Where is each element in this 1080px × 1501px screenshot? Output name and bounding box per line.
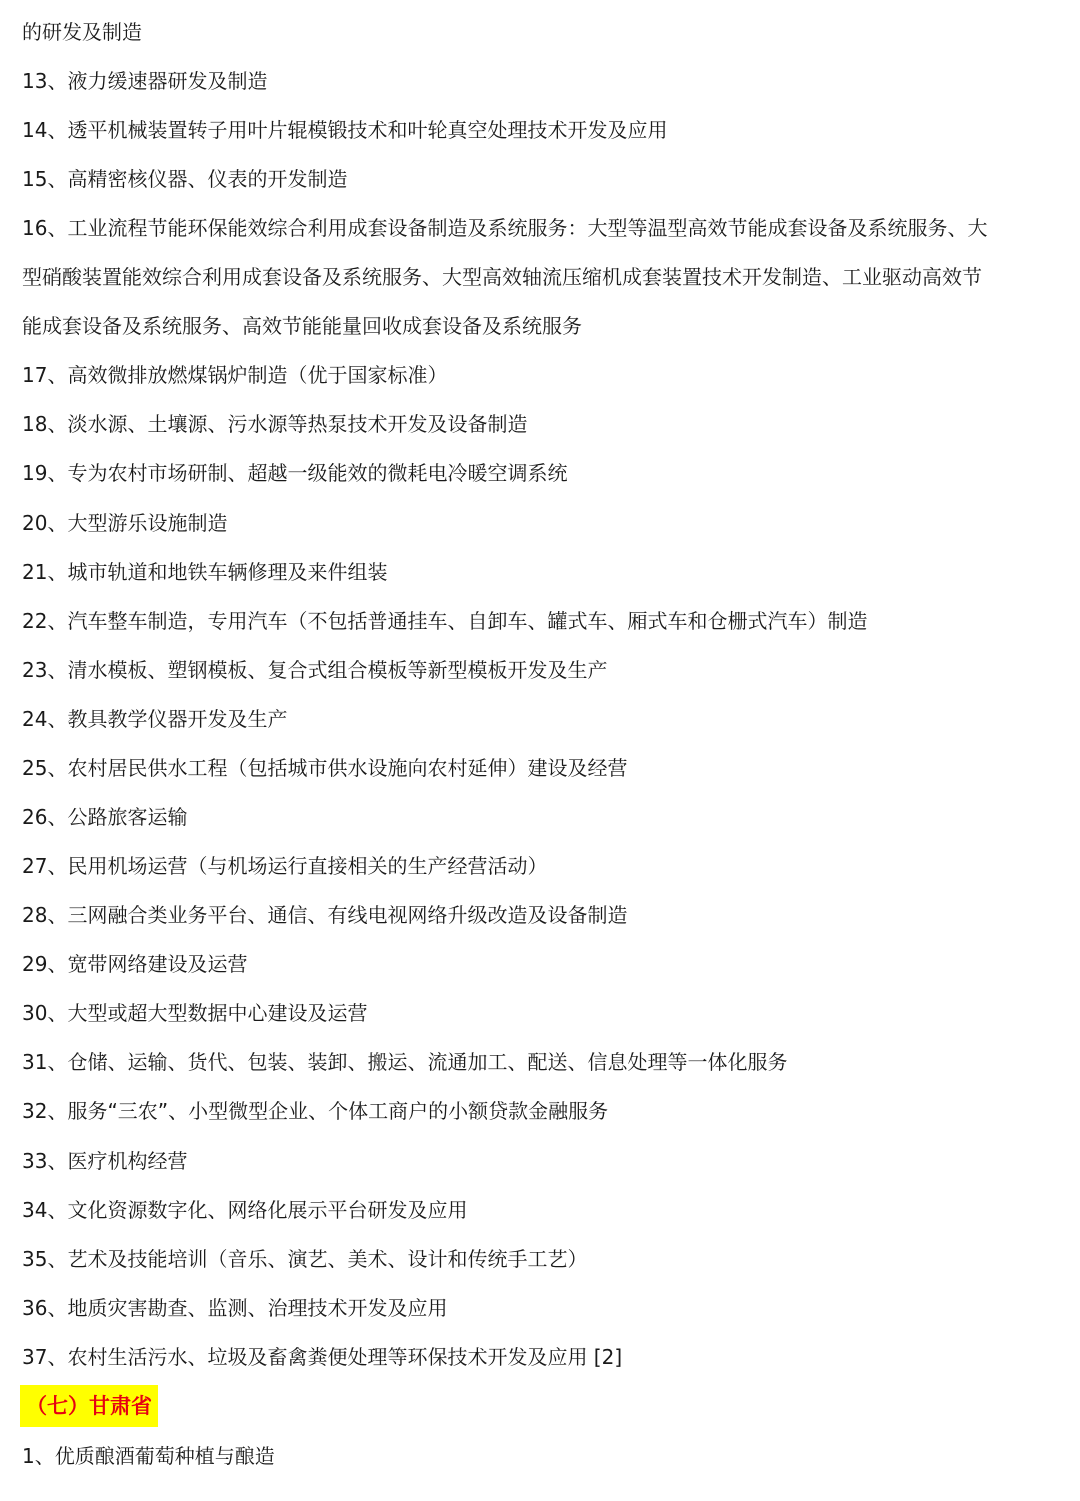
- list-item: 14、透平机械装置转子用叶片辊模锻技术和叶轮真空处理技术开发及应用: [22, 118, 668, 142]
- list-item: 37、农村生活污水、垃圾及畜禽粪便处理等环保技术开发及应用 [2]: [22, 1345, 623, 1369]
- list-item: 36、地质灾害勘查、监测、治理技术开发及应用: [22, 1296, 448, 1320]
- list-item: 34、文化资源数字化、网络化展示平台研发及应用: [22, 1198, 468, 1222]
- list-item: 17、高效微排放燃煤锅炉制造（优于国家标准）: [22, 363, 448, 387]
- list-item: 18、淡水源、土壤源、污水源等热泵技术开发及设备制造: [22, 412, 528, 436]
- list-item: 21、城市轨道和地铁车辆修理及来件组装: [22, 560, 388, 584]
- list-item: 25、农村居民供水工程（包括城市供水设施向农村延伸）建设及经营: [22, 756, 628, 780]
- list-item: 22、汽车整车制造，专用汽车（不包括普通挂车、自卸车、罐式车、厢式车和仓栅式汽车）制造: [22, 609, 868, 633]
- list-item: 1、优质酿酒葡萄种植与酿造: [22, 1444, 275, 1468]
- list-item: 24、教具教学仪器开发及生产: [22, 707, 288, 731]
- list-item: 23、清水模板、塑钢模板、复合式组合模板等新型模板开发及生产: [22, 658, 608, 682]
- list-item: 20、大型游乐设施制造: [22, 511, 228, 535]
- list-item: 35、艺术及技能培训（音乐、演艺、美术、设计和传统手工艺）: [22, 1247, 588, 1271]
- list-item-continuation: 能成套设备及系统服务、高效节能能量回收成套设备及系统服务: [22, 314, 582, 338]
- list-item: 16、工业流程节能环保能效综合利用成套设备制造及系统服务：大型等温型高效节能成套设备及系统服务、大: [22, 216, 988, 240]
- list-item: 19、专为农村市场研制、超越一级能效的微耗电冷暖空调系统: [22, 461, 568, 485]
- list-item: 13、液力缓速器研发及制造: [22, 69, 268, 93]
- section-heading-gansu: （七）甘肃省: [20, 1385, 158, 1427]
- list-item: 28、三网融合类业务平台、通信、有线电视网络升级改造及设备制造: [22, 903, 628, 927]
- list-item: 30、大型或超大型数据中心建设及运营: [22, 1001, 368, 1025]
- list-item: 32、服务“三农”、小型微型企业、个体工商户的小额贷款金融服务: [22, 1099, 609, 1123]
- list-item: 的研发及制造: [22, 20, 142, 44]
- list-item: 15、高精密核仪器、仪表的开发制造: [22, 167, 348, 191]
- list-item: 31、仓储、运输、货代、包装、装卸、搬运、流通加工、配送、信息处理等一体化服务: [22, 1050, 788, 1074]
- list-item: 26、公路旅客运输: [22, 805, 188, 829]
- list-item: 29、宽带网络建设及运营: [22, 952, 248, 976]
- list-item-continuation: 型硝酸装置能效综合利用成套设备及系统服务、大型高效轴流压缩机成套装置技术开发制造、工业驱动高效节: [22, 265, 982, 289]
- list-item: 33、医疗机构经营: [22, 1149, 188, 1173]
- list-item: 27、民用机场运营（与机场运行直接相关的生产经营活动）: [22, 854, 548, 878]
